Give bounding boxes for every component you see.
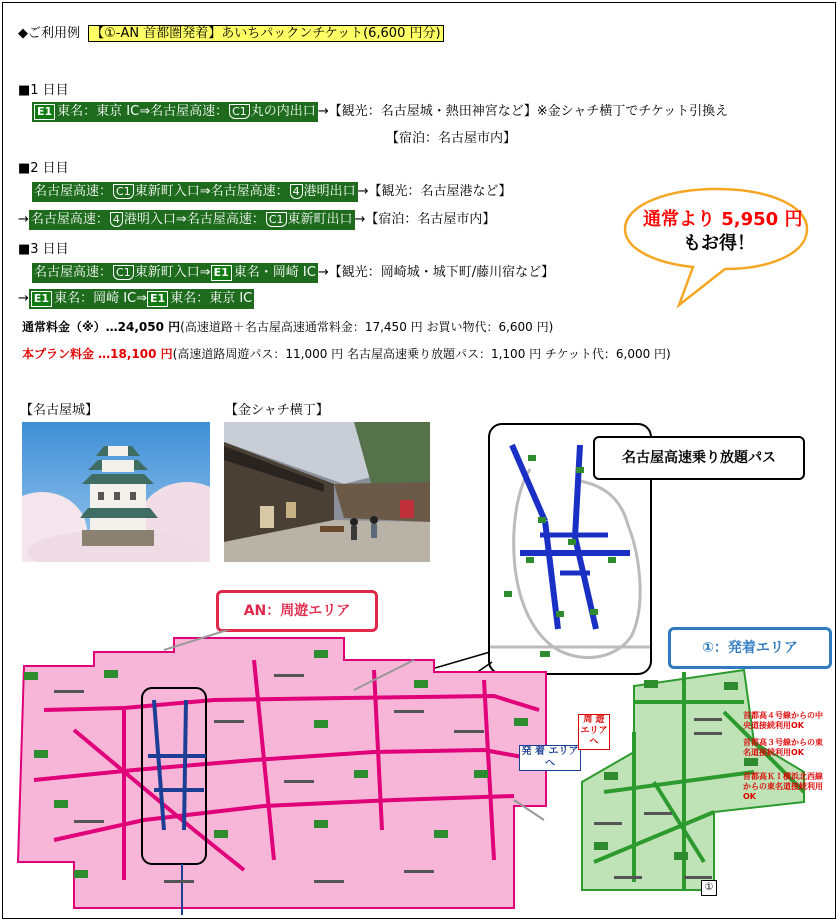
route-text: 東名：東京 IC⇒名古屋高速： (57, 104, 229, 119)
castle-caption: 【名古屋城】 (20, 403, 99, 418)
e1-badge: E1 (31, 291, 52, 307)
route-text: 名古屋高速： (34, 184, 113, 199)
ticket-title: 【①-AN 首都圏発着】あいちパックンチケット(6,600 円分) (88, 25, 443, 42)
arrival-area-box: 発 着 エリアへ (519, 745, 581, 771)
e1-badge: E1 (34, 104, 55, 120)
route-text: 港明出口 (303, 184, 356, 199)
note-route3: 首都高３号線からの東名道接続利用OK (743, 738, 823, 757)
day1-after: →【観光：名古屋城・熱田神宮など】※金シャチ横丁でチケット引換え (317, 104, 729, 119)
day2-after-1: →【観光：名古屋港など】 (357, 184, 512, 199)
header-prefix: ◆ご利用例 (18, 26, 80, 41)
c1-shield-icon: C1 (113, 265, 134, 280)
note-route4: 首都高４号線からの中央道接続利用OK (743, 711, 823, 730)
return-area-box: 周 遊 エリアへ (578, 714, 610, 750)
arrow: → (18, 212, 29, 227)
day1-heading: ■1 日目 (18, 83, 69, 98)
arrow: → (18, 291, 29, 306)
area-number-mark: ① (701, 880, 717, 896)
pass-label: 名古屋高速乗り放題パス (593, 436, 805, 480)
loop-area-label: AN：周遊エリア (216, 590, 378, 632)
yokocho-caption: 【金シャチ横丁】 (225, 403, 329, 418)
c1-shield-icon: C1 (266, 212, 287, 227)
route-text: 丸の内出口 (250, 104, 316, 119)
route4-shield-icon: 4 (290, 184, 303, 199)
route-text: 東新町出口 (287, 212, 353, 227)
route-text: 東新町入口⇒名古屋高速： (134, 184, 289, 199)
plan-price-label: 本プラン料金 …18,100 円 (22, 347, 173, 361)
normal-price-label: 通常料金（※）…24,050 円 (22, 320, 181, 334)
day3-heading: ■3 日目 (18, 242, 69, 257)
route-text: 名古屋高速： (34, 265, 113, 280)
route-text: 東名：東京 IC (170, 291, 253, 306)
route-text: 東新町入口⇒ (134, 265, 211, 280)
plan-price-detail: (高速道路周遊パス：11,000 円 名古屋高速乗り放題パス：1,100 円 チケット代：6,000 円) (172, 347, 671, 361)
c1-shield-icon: C1 (229, 104, 250, 119)
e1-badge: E1 (147, 291, 168, 307)
day2-heading: ■2 日目 (18, 161, 69, 176)
day2-after-2: →【宿泊：名古屋市内】 (354, 212, 496, 227)
note-yokohama: 首都高ＫＩ横浜北西線からの東名道接続利用OK (743, 772, 823, 801)
normal-price-detail: (高速道路＋名古屋高速通常料金：17,450 円 お買い物代：6,600 円) (180, 320, 554, 334)
route-text: 東名・岡崎 IC (233, 265, 316, 280)
c1-shield-icon: C1 (113, 184, 134, 199)
e1-badge: E1 (211, 265, 232, 281)
route-text: 名古屋高速： (30, 212, 109, 227)
day3-after-1: →【観光：岡崎城・城下町/藤川宿など】 (317, 265, 555, 280)
route-text: 港明入口⇒名古屋高速： (123, 212, 265, 227)
day1-stay: 【宿泊：名古屋市内】 (386, 131, 517, 146)
departure-area-label: ①：発着エリア (668, 627, 832, 669)
bubble-line1: 通常より 5,950 円 (643, 209, 803, 230)
loop-area-map (14, 630, 574, 915)
route-text: 東名：岡崎 IC⇒ (54, 291, 148, 306)
route4-shield-icon: 4 (110, 212, 123, 227)
bubble-line2: もお得！ (683, 233, 755, 254)
